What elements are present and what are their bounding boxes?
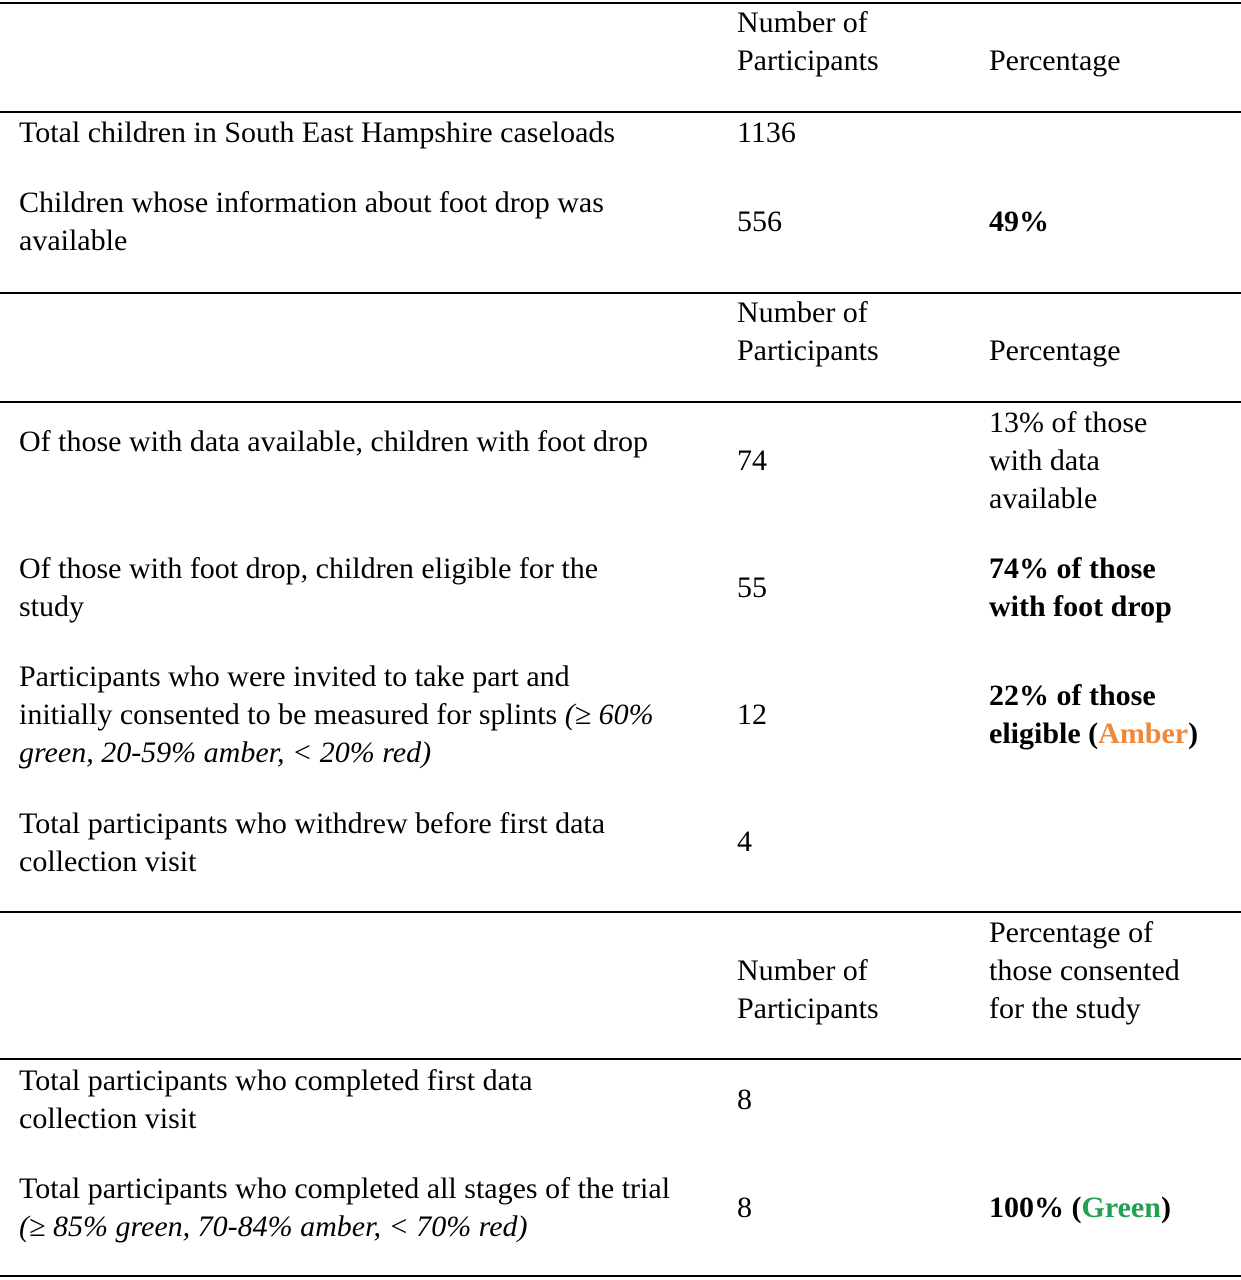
- rule-block3: [0, 911, 1241, 913]
- row-invited-number: 12: [737, 698, 767, 731]
- row-total-number: 1136: [737, 116, 796, 149]
- rule-header1: [0, 111, 1241, 113]
- rule-block2: [0, 292, 1241, 294]
- row-all-stages-number: 8: [737, 1191, 752, 1224]
- header3-percentage: Percentage of those consented for the study: [989, 916, 1180, 1025]
- row-all-stages-percentage: [989, 1189, 1239, 1227]
- row-eligible-percentage: 74% of those with foot drop: [989, 552, 1172, 623]
- header1-percentage: Percentage: [989, 44, 1121, 77]
- row-available-number: 556: [737, 205, 782, 238]
- row-invited-percentage: [989, 677, 1229, 753]
- row-eligible-number: 55: [737, 571, 767, 604]
- rule-top: [0, 2, 1241, 4]
- header1-number: Number of Participants: [737, 6, 879, 77]
- row-first-visit-number: 8: [737, 1083, 752, 1116]
- row-invited-criteria: (≥ 60% green, 20-59% amber, < 20% red): [19, 698, 654, 769]
- row-invited-percentage-prefix: 22% of those eligible (: [989, 679, 1156, 750]
- row-all-stages-label-text: Total participants who completed all stages of the trial: [19, 1172, 671, 1205]
- row-eligible-label: Of those with foot drop, children eligible for the study: [19, 552, 599, 623]
- row-invited-label: [19, 658, 669, 772]
- row-withdrew-label: Total participants who withdrew before first data collection visit: [19, 807, 606, 878]
- row-all-stages-label: [19, 1170, 689, 1246]
- rule-bottom: [0, 1275, 1241, 1277]
- row-footdrop-percentage: 13% of those with data available: [989, 406, 1148, 515]
- row-available-percentage: 49%: [989, 205, 1049, 238]
- row-total-label: Total children in South East Hampshire caseloads: [19, 116, 616, 149]
- row-invited-label-text: Participants who were invited to take part and initially consented to be measured for splints: [19, 660, 570, 731]
- row-invited-percentage-suffix: ): [1188, 717, 1199, 750]
- row-footdrop-number: 74: [737, 444, 767, 477]
- row-all-stages-rating-green: Green: [1081, 1191, 1161, 1224]
- row-footdrop-label: Of those with data available, children with foot drop: [19, 425, 648, 458]
- header2-percentage: Percentage: [989, 334, 1121, 367]
- row-available-label: Children whose information about foot drop was available: [19, 186, 604, 257]
- header2-number: Number of Participants: [737, 296, 879, 367]
- row-first-visit-label: Total participants who completed first data collection visit: [19, 1064, 533, 1135]
- rule-header3: [0, 1058, 1241, 1060]
- row-all-stages-criteria: (≥ 85% green, 70-84% amber, < 70% red): [19, 1210, 528, 1243]
- row-all-stages-percentage-suffix: ): [1160, 1191, 1171, 1224]
- header3-number: Number of Participants: [737, 954, 879, 1025]
- row-all-stages-percentage-prefix: 100% (: [989, 1191, 1082, 1224]
- rule-header2: [0, 401, 1241, 403]
- row-withdrew-number: 4: [737, 825, 752, 858]
- row-invited-rating-amber: Amber: [1098, 717, 1189, 750]
